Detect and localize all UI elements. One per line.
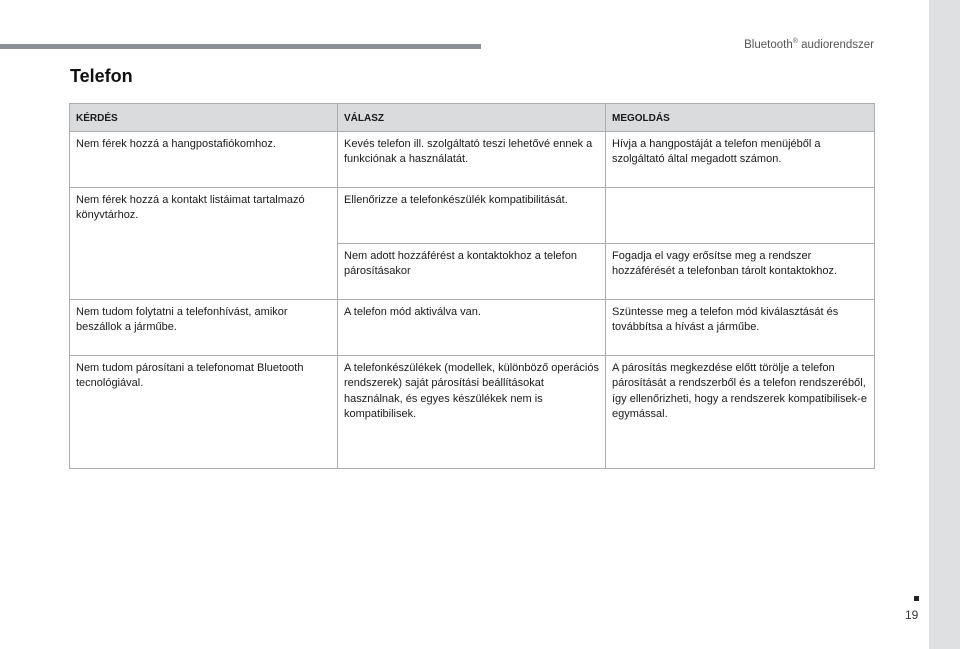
question-cell: Nem tudom folytatni a telefonhívást, amikor beszállok a járműbe.: [70, 299, 338, 355]
table-row: [70, 355, 875, 468]
page-title: Telefon: [70, 66, 133, 86]
answer-cell: Kevés telefon ill. szolgáltató teszi lehetővé ennek a funkciónak a használatát.: [338, 131, 606, 187]
column-header-solution: MEGOLDÁS: [606, 104, 875, 132]
table-row: [70, 187, 875, 243]
question-cell: Nem férek hozzá a hangpostafiókomhoz.: [70, 131, 338, 187]
section-header-subtitle: audiorendszer: [797, 39, 874, 51]
answer-cell: A telefon mód aktiválva van.: [338, 299, 606, 355]
solution-cell: Szüntesse meg a telefon mód kiválasztását és továbbítsa a hívást a járműbe.: [606, 299, 875, 355]
answer-cell: Ellenőrizze a telefonkészülék kompatibilitását.: [338, 187, 606, 243]
header-divider-bar: [0, 44, 481, 49]
column-header-answer: VÁLASZ: [338, 104, 606, 132]
solution-cell: Fogadja el vagy erősítse meg a rendszer hozzáférését a telefonban tárolt kontaktokhoz.: [606, 243, 875, 299]
section-header-title: Bluetooth: [744, 39, 793, 51]
table-row: [70, 131, 875, 187]
table-header-row: [70, 104, 875, 132]
question-cell: Nem férek hozzá a kontakt listáimat tartalmazó könyvtárhoz.: [70, 187, 338, 299]
question-cell: Nem tudom párosítani a telefonomat Bluetooth tecnológiával.: [70, 355, 338, 468]
faq-table: [69, 103, 875, 469]
page-marker-dot: [914, 596, 919, 601]
registered-mark: ®: [792, 38, 798, 45]
table-row: [70, 299, 875, 355]
side-margin-strip: [929, 0, 960, 649]
answer-cell: Nem adott hozzáférést a kontaktokhoz a telefon párosításakor: [338, 243, 606, 299]
column-header-question: KÉRDÉS: [70, 104, 338, 132]
page-number: 19: [905, 608, 919, 622]
solution-cell: [606, 187, 875, 243]
section-header: [744, 39, 874, 51]
solution-cell: Hívja a hangpostáját a telefon menüjéből a szolgáltató által megadott számon.: [606, 131, 875, 187]
answer-cell: A telefonkészülékek (modellek, különböző operációs rendszerek) saját párosítási beállításokat használnak, és egyes készülékek nem is kompatibilisek.: [338, 355, 606, 468]
solution-cell: A párosítás megkezdése előtt törölje a telefon párosítását a rendszerből és a telefon rendszeréből, így ellenőrizheti, hogy a rendszerek kompatibilisek-e egymással.: [606, 355, 875, 468]
